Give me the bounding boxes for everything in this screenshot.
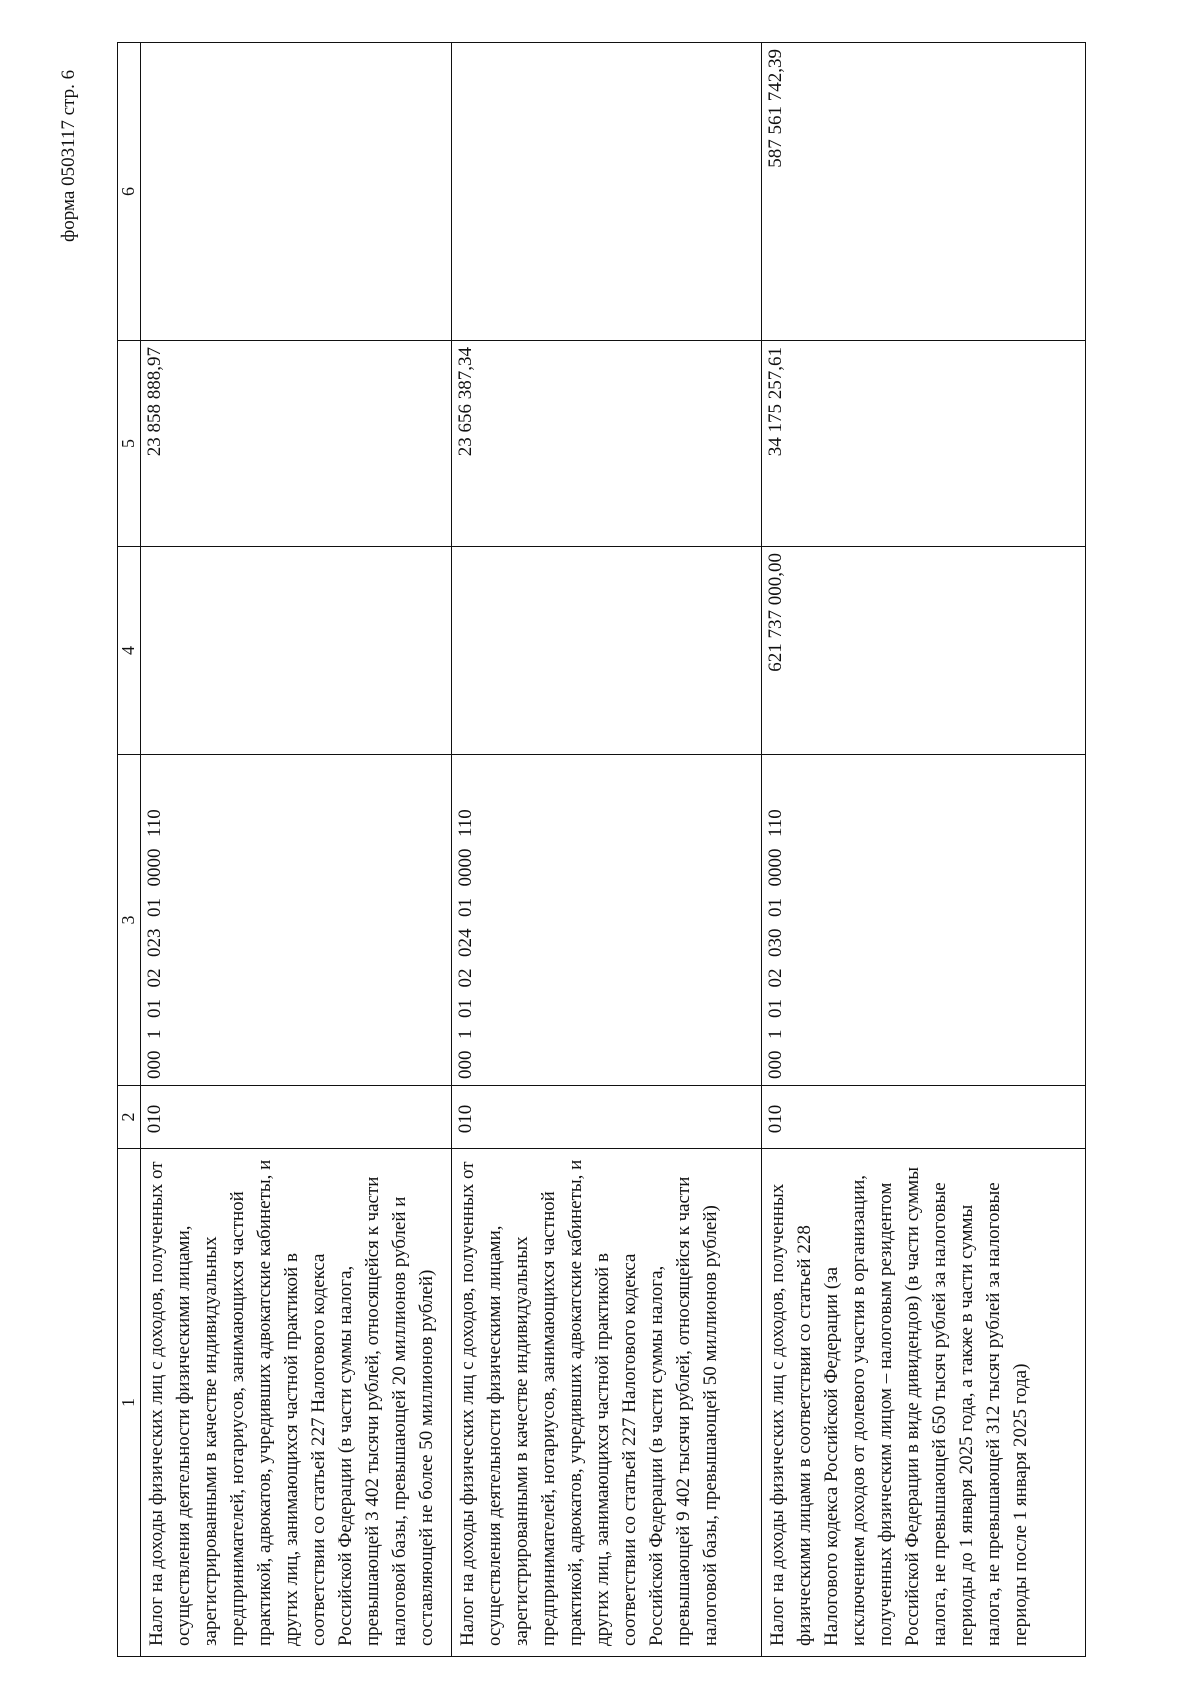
- report-table: [117, 42, 1086, 1657]
- approved-amount-cell: [141, 547, 452, 755]
- column-header-5: 5: [118, 341, 141, 547]
- budget-code-cell: 000 1 01 02 023 01 0000 110: [141, 755, 452, 1086]
- approved-amount-cell: [452, 547, 762, 755]
- column-header-2: 2: [118, 1086, 141, 1149]
- column-header-1: 1: [118, 1149, 141, 1657]
- budget-code-cell: 000 1 01 02 030 01 0000 110: [762, 755, 1086, 1086]
- column-header-3: 3: [118, 755, 141, 1086]
- column-header-6: 6: [118, 43, 141, 341]
- executed-amount-cell: 23 858 888,97: [141, 341, 452, 547]
- form-label: форма 0503117 стр. 6: [58, 69, 79, 242]
- row-name-cell: Налог на доходы физических лиц с доходов, полученных от осуществления деятельности физическими лицами, зарегистрированными в качестве индивидуальных предпринимателей, нотариусов, занимающихся частной практикой, адвокатов, учредивших адвокатские кабинеты, и других лиц, занимающихся частной практикой в соответствии со статьей 227 Налогового кодекса Российской Федерации (в части суммы налога, превышающей 9 402 тысячи рублей, относящейся к части налоговой базы, превышающей 50 миллионов рублей): [452, 1149, 762, 1657]
- unexecuted-amount-cell: [141, 43, 452, 341]
- column-header-4: 4: [118, 547, 141, 755]
- table-row: [762, 43, 1086, 1657]
- budget-code-cell: 000 1 01 02 024 01 0000 110: [452, 755, 762, 1086]
- header-row: [118, 43, 141, 1657]
- line-code-cell: 010: [762, 1086, 1086, 1149]
- table-row: [452, 43, 762, 1657]
- line-code-cell: 010: [141, 1086, 452, 1149]
- unexecuted-amount-cell: [452, 43, 762, 341]
- executed-amount-cell: 23 656 387,34: [452, 341, 762, 547]
- line-code-cell: 010: [452, 1086, 762, 1149]
- table-row: [141, 43, 452, 1657]
- approved-amount-cell: 621 737 000,00: [762, 547, 1086, 755]
- row-name-cell: Налог на доходы физических лиц с доходов, полученных физическими лицами в соответствии со статьей 228 Налогового кодекса Российской Федерации (за исключением доходов от долевого участия в организации, полученных физическим лицом – налоговым резидентом Российской Федерации в виде дивидендов) (в части суммы налога, не превышающей 650 тысяч рублей за налоговые периоды до 1 января 2025 года, а также в части суммы налога, не превышающей 312 тысяч рублей за налоговые периоды после 1 января 2025 года): [762, 1149, 1086, 1657]
- executed-amount-cell: 34 175 257,61: [762, 341, 1086, 547]
- unexecuted-amount-cell: 587 561 742,39: [762, 43, 1086, 341]
- row-name-cell: Налог на доходы физических лиц с доходов, полученных от осуществления деятельности физическими лицами, зарегистрированными в качестве индивидуальных предпринимателей, нотариусов, занимающихся частной практикой, адвокатов, учредивших адвокатские кабинеты, и других лиц, занимающихся частной практикой в соответствии со статьей 227 Налогового кодекса Российской Федерации (в части суммы налога, превышающей 3 402 тысячи рублей, относящейся к части налоговой базы, превышающей 20 миллионов рублей и составляющей не более 50 миллионов рублей): [141, 1149, 452, 1657]
